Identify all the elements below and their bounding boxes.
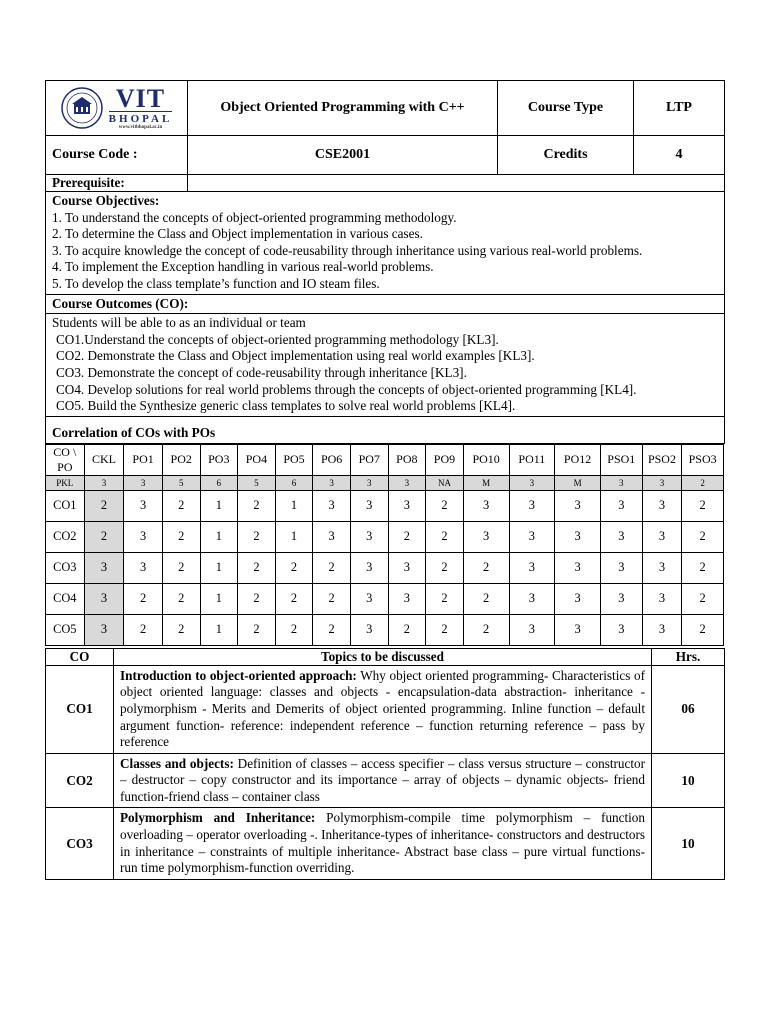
- matrix-cell: 3: [463, 490, 509, 521]
- matrix-cell: 2: [162, 552, 200, 583]
- topic-description: [114, 753, 652, 808]
- matrix-cell: M: [555, 475, 601, 490]
- matrix-cell: 5: [238, 475, 276, 490]
- matrix-cell: 3: [642, 583, 682, 614]
- matrix-cell: PO3: [200, 444, 238, 475]
- matrix-cell: PO11: [509, 444, 555, 475]
- matrix-cell: 2: [426, 583, 464, 614]
- matrix-cell: 2: [682, 490, 724, 521]
- matrix-cell: 3: [555, 552, 601, 583]
- logo: [46, 81, 188, 136]
- matrix-cell: 3: [509, 490, 555, 521]
- matrix-cell: 3: [555, 614, 601, 645]
- objectives-list: [52, 210, 720, 293]
- topics-col-co: CO: [46, 648, 114, 665]
- matrix-cell: 2: [238, 552, 276, 583]
- matrix-cell: 3: [350, 475, 388, 490]
- matrix-cell: 2: [162, 490, 200, 521]
- outcome-item: CO3. Demonstrate the concept of code-reusability through inheritance [KL3].: [56, 364, 467, 380]
- matrix-row: [46, 614, 724, 645]
- matrix-cell: PO7: [350, 444, 388, 475]
- outcome-item: CO4. Develop solutions for real world problems through the concepts of object-oriented programming [KL4].: [56, 381, 637, 397]
- matrix-cell: 3: [555, 490, 601, 521]
- matrix-cell: 2: [124, 583, 163, 614]
- topics-col-topics: Topics to be discussed: [114, 648, 652, 665]
- objective-item: 2. To determine the Class and Object implementation in various cases.: [52, 226, 423, 242]
- matrix-cell: 3: [509, 475, 555, 490]
- matrix-cell: 2: [238, 521, 276, 552]
- matrix-cell: 3: [84, 552, 124, 583]
- matrix-cell: 2: [84, 490, 124, 521]
- topic-co: CO1: [46, 665, 114, 753]
- course-objectives: [46, 192, 725, 295]
- topic-text: Why object oriented programming- Characteristics of object oriented language: classes and objects - encapsulation-data abstraction- inheritance - polymorphism - Merits and Demerits of object oriented programming. Inline function – default argument function- reference: independent reference – function returning reference – pass by reference: [120, 667, 645, 750]
- matrix-cell: PO1: [124, 444, 163, 475]
- matrix-cell: 2: [313, 614, 351, 645]
- matrix-cell: 2: [275, 614, 313, 645]
- matrix-cell: CO5: [46, 614, 85, 645]
- credits-value: 4: [634, 136, 725, 175]
- matrix-cell: PSO1: [600, 444, 642, 475]
- matrix-cell: 3: [313, 475, 351, 490]
- matrix-cell: M: [463, 475, 509, 490]
- matrix-cell: PO2: [162, 444, 200, 475]
- credits-label: Credits: [498, 136, 634, 175]
- matrix-row: [46, 552, 724, 583]
- objective-item: 3. To acquire knowledge the concept of code-reusability through inheritance using various real-world problems.: [52, 242, 643, 258]
- matrix-header-row: [46, 444, 724, 475]
- matrix-cell: NA: [426, 475, 464, 490]
- matrix-cell: 3: [600, 552, 642, 583]
- matrix-cell: 1: [200, 614, 238, 645]
- topic-hours: 10: [652, 753, 725, 808]
- matrix-cell: 3: [555, 583, 601, 614]
- matrix-cell: 2: [463, 583, 509, 614]
- matrix-cell: 3: [84, 475, 124, 490]
- matrix-cell: 3: [555, 521, 601, 552]
- matrix-cell: 3: [509, 614, 555, 645]
- matrix-cell: 3: [84, 583, 124, 614]
- matrix-row: [46, 490, 724, 521]
- objective-item: 4. To implement the Exception handling in various real-world problems.: [52, 259, 434, 275]
- matrix-cell: 2: [84, 521, 124, 552]
- course-type-label: Course Type: [498, 81, 634, 136]
- matrix-cell: 2: [388, 521, 426, 552]
- matrix-cell: 3: [388, 475, 426, 490]
- matrix-cell: 1: [200, 583, 238, 614]
- matrix-cell: PO4: [238, 444, 276, 475]
- matrix-cell: CKL: [84, 444, 124, 475]
- matrix-cell: 6: [200, 475, 238, 490]
- logo-url: www.vitbhopal.ac.in: [118, 124, 163, 130]
- outcomes-intro: Students will be able to as an individual or team: [52, 315, 306, 331]
- matrix-cell: 3: [124, 552, 163, 583]
- prerequisite-label: Prerequisite:: [46, 175, 188, 192]
- course-title: Object Oriented Programming with C++: [188, 81, 498, 136]
- matrix-cell: 3: [600, 521, 642, 552]
- matrix-cell: 3: [509, 583, 555, 614]
- matrix-cell: 2: [426, 552, 464, 583]
- matrix-cell: 3: [84, 614, 124, 645]
- matrix-cell: 2: [275, 583, 313, 614]
- logo-subtitle: BHOPAL: [108, 112, 173, 125]
- matrix-cell: 3: [124, 475, 163, 490]
- matrix-cell: 3: [642, 490, 682, 521]
- university-seal-icon: [61, 86, 103, 130]
- topic-co: CO2: [46, 753, 114, 808]
- matrix-cell: 2: [463, 614, 509, 645]
- course-outcomes: [46, 314, 725, 417]
- matrix-cell: CO \ PO: [46, 444, 85, 475]
- matrix-cell: 2: [238, 490, 276, 521]
- matrix-cell: 2: [682, 552, 724, 583]
- matrix-cell: 2: [162, 583, 200, 614]
- outcomes-heading-cell: [46, 294, 725, 314]
- matrix-cell: CO4: [46, 583, 85, 614]
- matrix-cell: 5: [162, 475, 200, 490]
- matrix-cell: CO2: [46, 521, 85, 552]
- matrix-cell: 2: [313, 583, 351, 614]
- matrix-cell: 2: [682, 475, 724, 490]
- matrix-cell: PO8: [388, 444, 426, 475]
- matrix-cell: 3: [313, 490, 351, 521]
- matrix-cell: 2: [426, 521, 464, 552]
- matrix-cell: 2: [682, 583, 724, 614]
- matrix-cell: 1: [200, 552, 238, 583]
- prerequisite-value: [188, 175, 725, 192]
- matrix-cell: PSO3: [682, 444, 724, 475]
- topic-text: Definition of classes – access specifier – class versus structure – constructor – destructor – copy constructor and its importance – array of objects – dynamic objects- friend function-friend class – container class: [120, 755, 645, 804]
- matrix-cell: 3: [124, 521, 163, 552]
- topic-co: CO3: [46, 808, 114, 879]
- matrix-cell: 3: [642, 614, 682, 645]
- course-header-table: [45, 80, 725, 444]
- topic-title: Classes and objects:: [120, 755, 234, 771]
- matrix-cell: 2: [124, 614, 163, 645]
- matrix-cell: 2: [162, 521, 200, 552]
- matrix-cell: 3: [642, 552, 682, 583]
- matrix-row: [46, 521, 724, 552]
- matrix-cell: PO9: [426, 444, 464, 475]
- matrix-cell: 2: [426, 614, 464, 645]
- topics-col-hrs: Hrs.: [652, 648, 725, 665]
- matrix-cell: 3: [350, 583, 388, 614]
- matrix-cell: 3: [350, 552, 388, 583]
- matrix-cell: CO1: [46, 490, 85, 521]
- matrix-cell: 2: [162, 614, 200, 645]
- matrix-cell: 3: [642, 521, 682, 552]
- outcome-item: CO1.Understand the concepts of object-oriented programming methodology [KL3].: [56, 331, 499, 347]
- matrix-cell: PO12: [555, 444, 601, 475]
- matrix-cell: 2: [682, 614, 724, 645]
- matrix-cell: 3: [350, 614, 388, 645]
- matrix-pkl-row: [46, 475, 724, 490]
- correlation-matrix: [45, 444, 724, 646]
- matrix-cell: 2: [275, 552, 313, 583]
- matrix-cell: PO10: [463, 444, 509, 475]
- ltp-label: LTP: [634, 81, 725, 136]
- matrix-cell: PKL: [46, 475, 85, 490]
- topic-hours: 10: [652, 808, 725, 879]
- matrix-cell: 2: [463, 552, 509, 583]
- matrix-cell: 3: [388, 552, 426, 583]
- matrix-row: [46, 583, 724, 614]
- matrix-cell: 2: [238, 583, 276, 614]
- correlation-heading-cell: [46, 416, 725, 443]
- topic-description: [114, 665, 652, 753]
- matrix-cell: 3: [642, 475, 682, 490]
- objective-item: 5. To develop the class template’s function and IO steam files.: [52, 275, 380, 291]
- outcomes-heading: Course Outcomes (CO):: [52, 295, 189, 311]
- matrix-cell: 3: [600, 490, 642, 521]
- course-code-label: Course Code :: [46, 136, 188, 175]
- outcome-item: CO2. Demonstrate the Class and Object implementation using real world examples [KL3].: [56, 348, 535, 364]
- matrix-cell: 3: [124, 490, 163, 521]
- topics-table: [45, 648, 725, 880]
- matrix-cell: 3: [509, 552, 555, 583]
- topic-description: [114, 808, 652, 879]
- matrix-cell: 1: [275, 521, 313, 552]
- syllabus-sheet: [45, 80, 724, 880]
- objective-item: 1. To understand the concepts of object-oriented programming methodology.: [52, 209, 457, 225]
- course-code: CSE2001: [188, 136, 498, 175]
- matrix-cell: 2: [426, 490, 464, 521]
- matrix-cell: 1: [200, 490, 238, 521]
- matrix-cell: PO5: [275, 444, 313, 475]
- topic-hours: 06: [652, 665, 725, 753]
- objectives-heading: Course Objectives:: [52, 193, 160, 208]
- matrix-cell: PSO2: [642, 444, 682, 475]
- matrix-cell: 3: [388, 583, 426, 614]
- matrix-cell: 3: [600, 583, 642, 614]
- matrix-cell: 3: [509, 521, 555, 552]
- matrix-cell: PO6: [313, 444, 351, 475]
- matrix-cell: 6: [275, 475, 313, 490]
- matrix-cell: 1: [200, 521, 238, 552]
- matrix-cell: 2: [238, 614, 276, 645]
- matrix-cell: 3: [350, 521, 388, 552]
- matrix-cell: 3: [600, 475, 642, 490]
- matrix-cell: 2: [388, 614, 426, 645]
- matrix-cell: 2: [682, 521, 724, 552]
- correlation-heading: Correlation of COs with POs: [52, 425, 216, 441]
- topic-title: Polymorphism and Inheritance:: [120, 810, 316, 826]
- matrix-cell: 3: [388, 490, 426, 521]
- matrix-cell: 3: [463, 521, 509, 552]
- matrix-cell: 1: [275, 490, 313, 521]
- matrix-cell: 3: [600, 614, 642, 645]
- topic-title: Introduction to object-oriented approach:: [120, 667, 357, 683]
- logo-name: VIT: [115, 83, 166, 113]
- outcome-item: CO5. Build the Synthesize generic class templates to solve real world problems [KL4].: [56, 398, 516, 414]
- matrix-cell: CO3: [46, 552, 85, 583]
- topic-text: Polymorphism-compile time polymorphism – function overloading – operator overloading -. Inheritance-types of inheritance- constructors and destructors in inheritance – constraints of multiple inheritance- Abstract base class – pure virtual functions- run time polymorphism-function overriding.: [120, 810, 645, 876]
- matrix-cell: 3: [350, 490, 388, 521]
- matrix-cell: 2: [313, 552, 351, 583]
- matrix-cell: 3: [313, 521, 351, 552]
